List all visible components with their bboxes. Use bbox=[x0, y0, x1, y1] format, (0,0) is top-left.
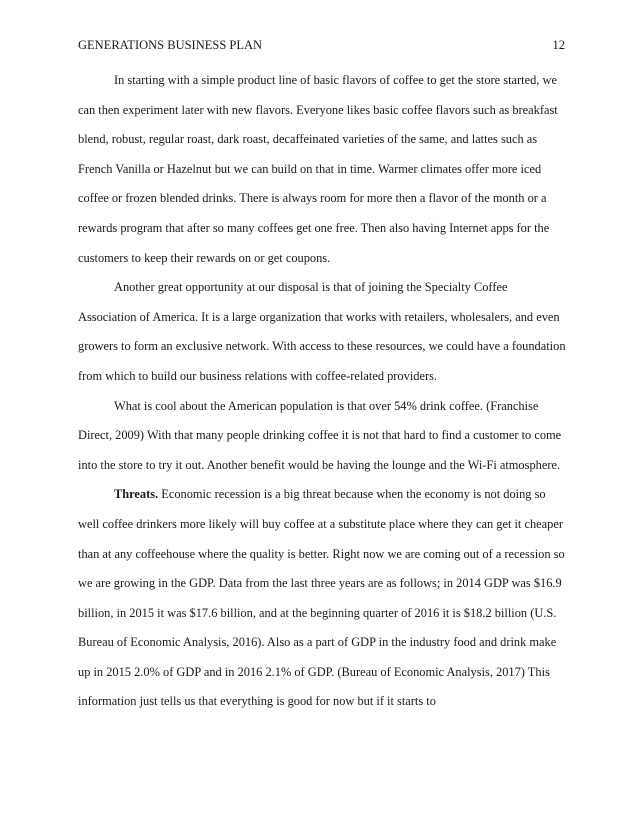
header-title: GENERATIONS BUSINESS PLAN bbox=[78, 38, 263, 52]
paragraph-product-line bbox=[78, 66, 568, 273]
paragraph-text: Another great opportunity at our disposal is that of joining the Specialty Coffee Association of America. It is a large organization that works with retailers, wholesalers, and even growers to form an exclusive network. With access to these resources, we could have a foundation from which to build our business relations with coffee-related providers. bbox=[78, 280, 566, 383]
paragraph-text: In starting with a simple product line of basic flavors of coffee to get the store started, we can then experiment later with new flavors. Everyone likes basic coffee flavors such as breakfast blend, robust, regular roast, dark roast, decaffeinated varieties of the same, and lattes such as French Vanilla or Hazelnut but we can build on that in time. Warmer climates offer more iced coffee or frozen blended drinks. There is always room for more then a flavor of the month or a rewards program that after so many coffees get one free. Then also having Internet apps for the customers to keep their rewards on or get coupons. bbox=[78, 73, 558, 265]
paragraph-specialty-coffee bbox=[78, 273, 568, 391]
document-body bbox=[78, 66, 568, 717]
paragraph-text: What is cool about the American population is that over 54% drink coffee. (Franchise Direct, 2009) With that many people drinking coffee it is not that hard to find a customer to come into the store to try it out. Another benefit would be having the lounge and the Wi-Fi atmosphere. bbox=[78, 398, 562, 472]
paragraph-threats bbox=[78, 480, 568, 717]
running-header bbox=[78, 35, 565, 55]
page-number: 12 bbox=[552, 38, 565, 52]
paragraph-population bbox=[78, 392, 568, 481]
paragraph-text: Economic recession is a big threat because when the economy is not doing so well coffee drinkers more likely will buy coffee at a substitute place where they can get it cheaper than at any coffeehouse where the quality is better. Right now we are coming out of a recession so we are growing in the GDP. Data from the last three years are as follows; in 2014 GDP was $16.9 billion, in 2015 it was $17.6 billion, and at the beginning quarter of 2016 it is $18.2 billion (U.S. Bureau of Economic Analysis, 2016). Also as a part of GDP in the industry food and drink make up in 2015 2.0% of GDP and in 2016 2.1% of GDP. (Bureau of Economic Analysis, 2017) This information just tells us that everything is good for now but if it starts to bbox=[78, 487, 565, 709]
section-heading-threats: Threats. bbox=[114, 487, 159, 502]
